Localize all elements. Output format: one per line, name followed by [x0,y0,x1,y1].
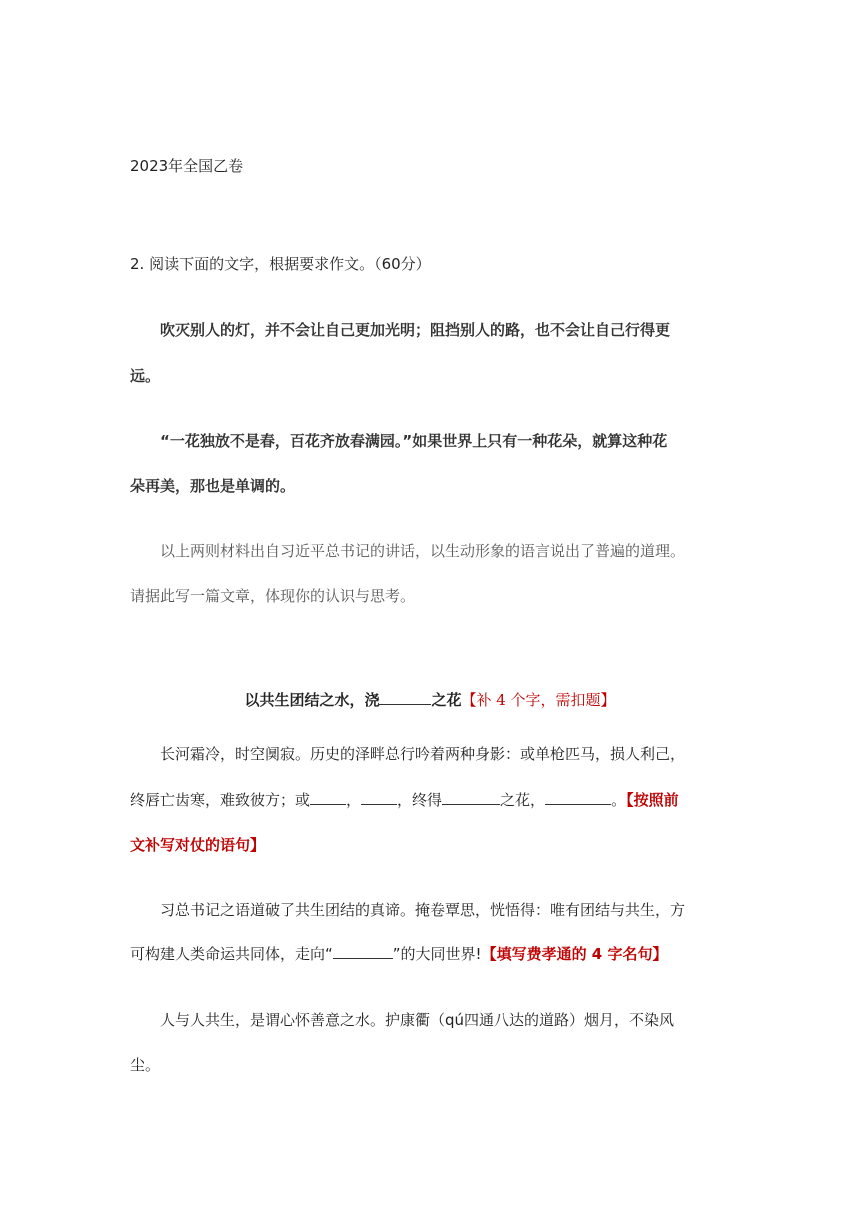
p1-text-a: 终唇亡齿寒，难致彼方；或 [130,791,311,809]
instruction-line-2: 请据此写一篇文章，体现你的认识与思考。 [130,587,416,605]
p1-note-b: 文补写对仗的语句】 [130,836,266,854]
essay-title-part-1: 以共生团结之水，浇 [244,691,380,709]
p1-text-d: 之花， [500,791,546,809]
essay-title-note: 【补 4 个字，需扣题】 [461,691,616,709]
material-1-line-2: 远。 [130,367,161,385]
blank-1 [310,790,346,805]
p2-note: 【填写费孝通的 4 字名句】 [481,945,668,963]
paragraph-2-line-1: 习总书记之语道破了共生团结的真谛。掩卷覃思，恍悟得：唯有团结与共生，方 [160,901,686,919]
p2-text-b: ”的大同世界! [392,945,482,963]
p2-text-a: 可构建人类命运共同体，走向“ [130,945,333,963]
blank-3 [442,790,500,805]
paragraph-1-line-2 [130,790,679,810]
blank-4 [545,790,611,805]
blank-2 [361,790,397,805]
question-prompt: 2. 阅读下面的文字，根据要求作文。（60分） [130,255,431,273]
title-blank [379,690,431,705]
p1-note-a: 【按照前 [626,791,679,809]
paragraph-1-line-1: 长河霜冷，时空阒寂。历史的泽畔总行吟着两种身影：或单枪匹马，损人利己， [160,745,686,763]
material-2-line-1: “一花独放不是春，百花齐放春满园。”如果世界上只有一种花朵，就算这种花 [160,432,668,450]
material-1-line-1: 吹灭别人的灯，并不会让自己更加光明；阻挡别人的路，也不会让自己行得更 [160,321,671,339]
p1-text-e: 。 [611,791,627,809]
essay-title-part-2: 之花 [431,691,462,709]
essay-title [0,690,860,710]
paragraph-3-line-2: 尘。 [130,1056,161,1074]
instruction-line-1: 以上两则材料出自习近平总书记的讲话，以生动形象的语言说出了普遍的道理。 [160,542,686,560]
material-2-line-2: 朵再美，那也是单调的。 [130,477,296,495]
exam-title: 2023年全国乙卷 [130,157,244,175]
paragraph-3-line-1: 人与人共生，是谓心怀善意之水。护康衢（qú四通八达的道路）烟月，不染风 [160,1011,675,1029]
p1-text-c: ，终得 [397,791,443,809]
blank-5 [333,944,393,959]
paragraph-2-line-2 [130,944,667,964]
p1-text-b: ， [346,791,362,809]
